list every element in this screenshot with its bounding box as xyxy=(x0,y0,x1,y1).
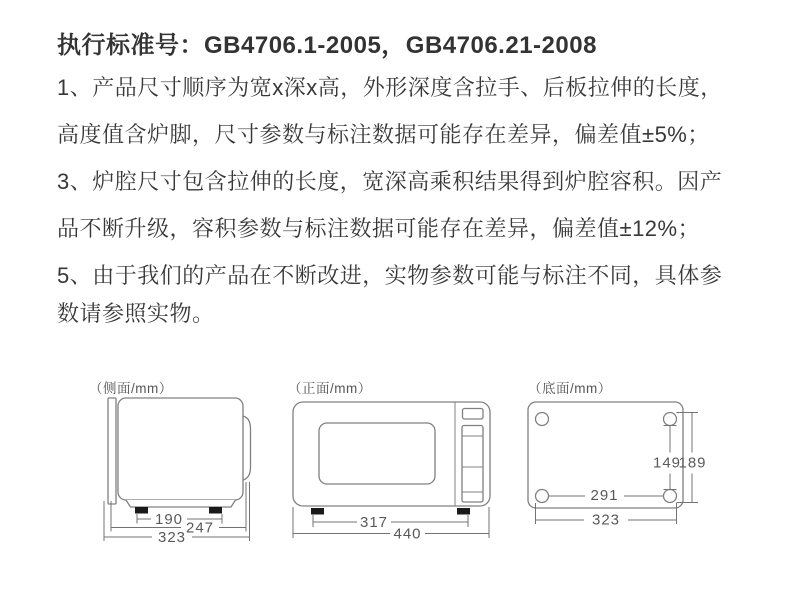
bottom-foot-bottom-right xyxy=(664,490,677,503)
side-dim-feet-span: 190 xyxy=(154,511,184,528)
front-display xyxy=(463,409,484,420)
front-view-diagram xyxy=(283,370,500,560)
side-view-label: （侧面/mm） xyxy=(89,381,173,396)
front-foot-right xyxy=(457,508,470,515)
note-line-3a: 3、炉腔尺寸包含拉伸的长度，宽深高乘积结果得到炉腔容积。因产 xyxy=(57,169,723,194)
note-line-1b: 高度值含炉脚，尺寸参数与标注数据可能存在差异，偏差值±5%； xyxy=(57,122,710,147)
bottom-foot-top-left xyxy=(536,413,549,426)
front-door-window xyxy=(319,423,435,484)
side-rear-bump xyxy=(243,416,251,480)
front-control-panel xyxy=(462,426,483,503)
note-line-5b: 数请参照实物。 xyxy=(57,301,215,326)
bottom-foot-bottom-left xyxy=(536,490,549,503)
note-line-3b: 品不断升级，容积参数与标注数据可能存在差异，偏差值±12%； xyxy=(57,216,701,241)
bottom-view-label: （底面/mm） xyxy=(528,381,612,396)
bottom-dim-feet-span: 291 xyxy=(590,487,619,504)
side-dim-total-depth: 323 xyxy=(157,529,187,546)
side-dim-body-depth: 247 xyxy=(185,519,215,537)
standard-number-title: 执行标准号：GB4706.1-2005，GB4706.21-2008 xyxy=(57,32,597,59)
note-line-5a: 5、由于我们的产品在不断改进，实物参数可能与标注不同，具体参 xyxy=(57,263,723,288)
front-dim-feet-span: 317 xyxy=(359,514,389,531)
front-foot-left xyxy=(311,508,324,515)
bottom-dim-total: 323 xyxy=(591,511,621,529)
side-foot-left xyxy=(135,507,148,514)
bottom-view-diagram xyxy=(518,370,720,560)
bottom-dim-right-feet-span: 149 xyxy=(652,454,682,472)
bottom-dim-right-total: 189 xyxy=(678,454,707,472)
side-body xyxy=(118,398,243,500)
note-line-1a: 1、产品尺寸顺序为宽x深x高，外形深度含拉手、后板拉伸的长度， xyxy=(57,75,723,100)
side-view-diagram xyxy=(85,370,280,560)
side-door-panel xyxy=(108,398,116,504)
front-dim-total-width: 440 xyxy=(393,525,422,543)
side-base xyxy=(126,500,236,507)
bottom-foot-top-right xyxy=(664,413,677,426)
front-view-label: （正面/mm） xyxy=(288,381,372,396)
side-foot-right xyxy=(209,507,222,514)
